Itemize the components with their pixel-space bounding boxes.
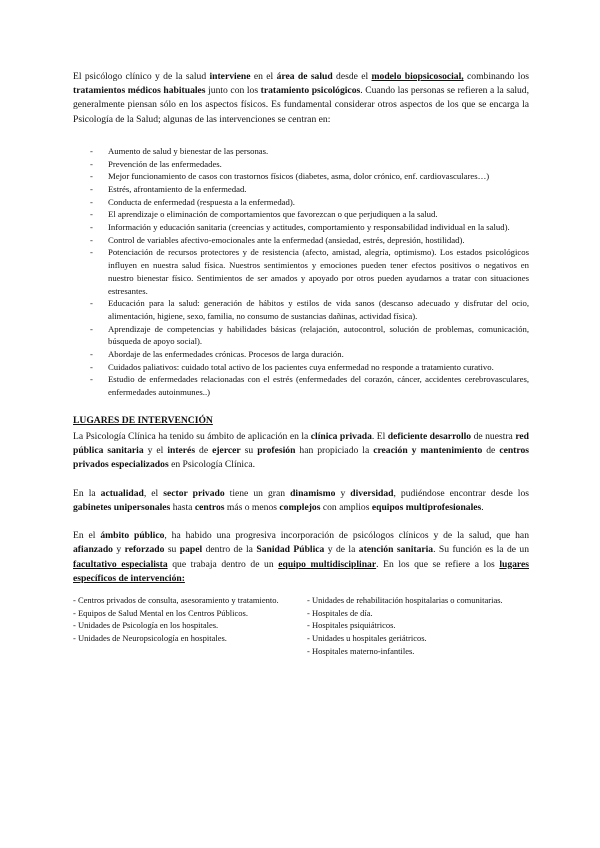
p2-run: centros: [194, 501, 225, 513]
bullet-dash: -: [90, 145, 93, 156]
intro-run: modelo biopsicosocial,: [371, 71, 464, 82]
place-item: - Hospitales de día.: [307, 607, 373, 618]
list-item-text: Estudio de enfermedades relacionadas con el estrés (enfermedades del corazón, cáncer, accidentes cerebrovasculares, enfermedades autoinmunes..): [108, 374, 529, 398]
places-left-column: [73, 594, 295, 658]
list-item-text: Potenciación de recursos protectores y de resistencia (afecto, amistad, alegría, optimismo). Los estados psicológicos influyen en nuestra salud física. Nuestros sentimientos y emociones pueden tener efectos positivos o negativos en nuestro bienestar físico. Sentimientos de ser amados y apoyado por otros pueden ayudarnos a tratar con situaciones estresantes.: [108, 247, 529, 296]
list-item-text: El aprendizaje o eliminación de comportamientos que favorezcan o que perjudiquen a la salud.: [108, 209, 438, 220]
p3-run: lugares específicos de intervención:: [73, 558, 529, 584]
intro-run: área de salud: [276, 71, 333, 82]
bullet-dash: -: [90, 183, 93, 194]
place-item: - Unidades u hospitales geriátricos.: [307, 633, 427, 644]
intro-run: junto con los: [205, 85, 261, 97]
places-columns: [73, 594, 529, 658]
list-item-text: Aprendizaje de competencias y habilidades básicas (relajación, autocontrol, solución de problemas, comunicación, búsqueda de apoyo social).: [108, 323, 529, 347]
p2-run: , el: [143, 487, 164, 499]
section-heading: LUGARES DE INTERVENCIÓN: [73, 414, 213, 426]
bullet-dash: -: [90, 158, 93, 169]
p3-run: que trabaja dentro de un: [167, 558, 279, 570]
list-item: [73, 361, 529, 374]
p1-run: en Psicología Clínica.: [168, 459, 256, 471]
place-item: - Hospitales materno-infantiles.: [307, 645, 415, 656]
places-right-column: [307, 594, 529, 658]
place-item: - Centros privados de consulta, asesoramiento y tratamiento.: [73, 594, 279, 605]
place-item: - Equipos de Salud Mental en los Centros Públicos.: [73, 607, 248, 618]
list-item: [73, 170, 529, 183]
p1-run: La Psicología Clínica ha tenido su ámbito de aplicación en la: [73, 431, 311, 443]
list-item: [73, 221, 529, 234]
list-item: [73, 196, 529, 209]
intro-run: desde el: [332, 71, 372, 82]
intro-paragraph: [73, 70, 529, 127]
list-item: [73, 323, 529, 348]
interventions-list: [73, 145, 529, 399]
p1-run: han propiciado la: [295, 445, 374, 457]
list-item-text: Educación para la salud: generación de hábitos y estilos de vida sanos (descanso adecuado y disfrutar del ocio, alimentación, higiene, sexo, familia, no consumo de sustancias dañinas, actividad física).: [108, 298, 529, 321]
p3-run: Sanidad Pública: [256, 544, 325, 556]
bullet-dash: -: [90, 222, 93, 233]
intro-run: interviene: [209, 71, 251, 82]
intro-run: El psicólogo clínico y de la salud: [73, 71, 210, 82]
p1-run: y el: [143, 445, 168, 457]
p3-run: . En los que se refiere a los: [376, 558, 500, 570]
p3-run: atención sanitaria: [358, 544, 434, 556]
p3-run: . Su función es la de un: [433, 544, 530, 556]
list-item: [73, 348, 529, 361]
p1-run: de: [195, 445, 213, 457]
p1-run: su: [240, 445, 258, 457]
p2-run: sector privado: [163, 487, 225, 499]
p3-run: En el: [73, 530, 101, 542]
p2-run: tiene un gran: [224, 487, 291, 499]
paragraph-private-sector: [73, 487, 529, 515]
p1-run: deficiente desarrollo: [387, 431, 472, 443]
p3-run: reforzado: [124, 544, 165, 556]
p1-run: centros privados especializados: [73, 445, 529, 471]
p3-run: y: [112, 544, 125, 556]
intro-run: combinando los: [463, 71, 529, 82]
p1-run: red pública sanitaria: [73, 431, 529, 457]
intro-run: tratamiento psicológicos: [260, 85, 361, 97]
p3-run: afianzado: [73, 544, 113, 556]
p3-run: dentro de la: [202, 544, 257, 556]
list-item: [73, 208, 529, 221]
bullet-dash: -: [90, 361, 93, 372]
p1-run: creación y mantenimiento: [373, 445, 483, 457]
list-item: [73, 145, 529, 158]
list-item: [73, 297, 529, 322]
p2-run: En la: [73, 487, 101, 499]
intro-run: . Cuando las personas se refieren a la salud, generalmente piensan sólo en los aspectos físicos. Es fundamental considerar otros aspectos de los que se encarga la Psicología de la Salud; algunas de las intervenciones se centran en:: [73, 85, 530, 125]
p1-run: profesión: [257, 445, 296, 457]
place-item: - Unidades de Psicología en los hospitales.: [73, 620, 219, 631]
bullet-dash: -: [90, 234, 93, 245]
p1-run: interés: [167, 445, 196, 457]
list-item: [73, 246, 529, 297]
list-item-text: Prevención de las enfermedades.: [108, 158, 222, 169]
p1-run: . El: [371, 431, 388, 443]
bullet-dash: -: [90, 349, 93, 360]
place-item: - Hospitales psiquiátricos.: [307, 620, 396, 631]
p2-run: dinamismo: [290, 487, 336, 499]
list-item-text: Información y educación sanitaria (creencias y actitudes, comportamiento y responsabilidad individual en la salud).: [108, 222, 510, 233]
p2-run: , pudiéndose encontrar desde los: [393, 487, 529, 499]
document-page: [73, 70, 529, 657]
p2-run: diversidad: [350, 487, 394, 499]
paragraph-clinical-private: [73, 430, 529, 473]
intro-run: tratamientos médicos habituales: [73, 85, 206, 97]
p3-run: y de la: [324, 544, 359, 556]
p3-run: , ha habido una progresiva incorporación de psicólogos clínicos y de la salud, que han: [164, 530, 529, 542]
bullet-dash: -: [90, 247, 93, 258]
list-item-text: Cuidados paliativos: cuidado total activo de los pacientes cuya enfermedad no responde a tratamiento curativo.: [108, 361, 494, 372]
p2-run: .: [481, 501, 484, 513]
p2-run: y: [335, 487, 351, 499]
p1-run: de: [482, 445, 500, 457]
list-item-text: Estrés, afrontamiento de la enfermedad.: [108, 183, 247, 194]
list-item-text: Control de variables afectivo-emocionales ante la enfermedad (ansiedad, estrés, depresión, hostilidad).: [108, 234, 465, 245]
p2-run: equipos multiprofesionales: [371, 501, 482, 513]
list-item-text: Mejor funcionamiento de casos con trastornos físicos (diabetes, asma, dolor crónico, enf. cardiovasculares…): [108, 171, 490, 182]
p3-run: ámbito público: [100, 530, 165, 542]
list-item: [73, 158, 529, 171]
p3-run: su: [164, 544, 180, 556]
p3-run: facultativo especialista: [73, 558, 168, 570]
p2-run: más o menos: [224, 501, 280, 513]
intro-run: en el: [250, 71, 277, 82]
list-item-text: Conducta de enfermedad (respuesta a la enfermedad).: [108, 196, 295, 207]
p1-run: clínica privada: [310, 431, 372, 443]
bullet-dash: -: [90, 196, 93, 207]
bullet-dash: -: [90, 323, 93, 334]
p2-run: complejos: [279, 501, 321, 513]
bullet-dash: -: [90, 374, 93, 385]
paragraph-public-sector: [73, 529, 529, 586]
p3-run: equipo multidisciplinar: [278, 558, 377, 570]
p2-run: actualidad: [100, 487, 144, 499]
bullet-dash: -: [90, 209, 93, 220]
p1-run: de nuestra: [471, 431, 516, 443]
list-item-text: Abordaje de las enfermedades crónicas. Procesos de larga duración.: [108, 349, 344, 360]
list-item: [73, 234, 529, 247]
list-item: [73, 183, 529, 196]
place-item: - Unidades de rehabilitación hospitalarias o comunitarias.: [307, 594, 503, 605]
p2-run: hasta: [170, 501, 195, 513]
p1-run: ejercer: [212, 445, 241, 457]
bullet-dash: -: [90, 171, 93, 182]
p3-run: papel: [179, 544, 203, 556]
p2-run: con amplios: [320, 501, 372, 513]
list-item: [73, 373, 529, 398]
bullet-dash: -: [90, 298, 93, 309]
p2-run: gabinetes unipersonales: [73, 501, 171, 513]
place-item: - Unidades de Neuropsicología en hospitales.: [73, 633, 227, 644]
list-item-text: Aumento de salud y bienestar de las personas.: [108, 145, 269, 156]
